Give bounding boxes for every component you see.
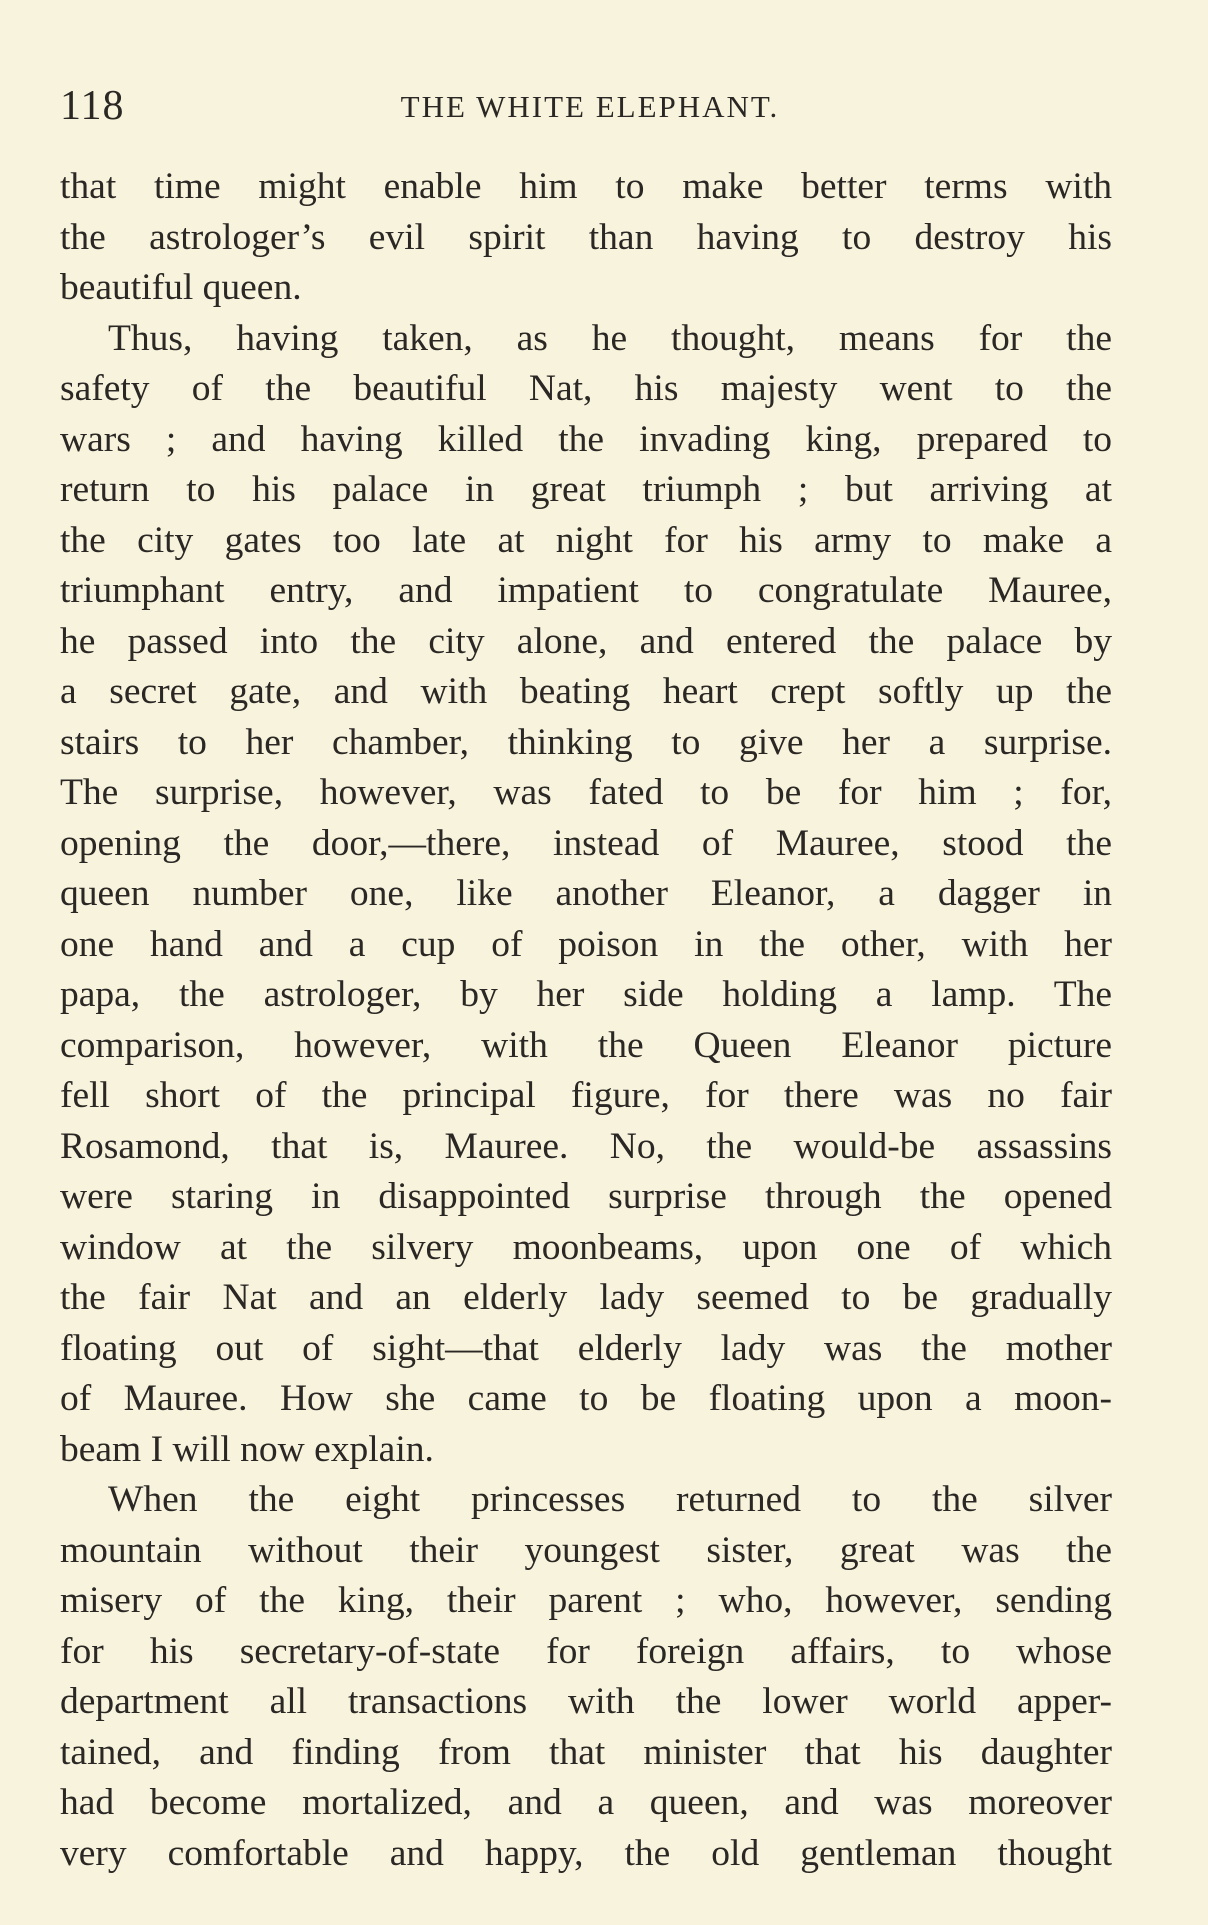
text-line: for his secretary-of-state for foreign affairs, to whose [60,1630,1112,1672]
text-line: that time might enable him to make better terms with [60,166,1112,207]
text-line: opening the door,—there, instead of Mauree, stood the [60,822,1112,864]
text-line: one hand and a cup of poison in the other, with her [60,923,1112,965]
text-line: the fair Nat and an elderly lady seemed to be gradually [60,1277,1112,1318]
text-line: the astrologer’s evil spirit than having to destroy his [60,216,1112,258]
text-line: misery of the king, their parent ; who, however, sending [60,1580,1112,1621]
text-line: Rosamond, that is, Mauree. No, the would-be assassins [60,1125,1112,1167]
page-number: 118 [60,83,125,129]
text-line: fell short of the principal figure, for there was no fair [60,1075,1112,1116]
text-line: safety of the beautiful Nat, his majesty went to the [60,368,1112,409]
text-line: stairs to her chamber, thinking to give her a surprise. [60,721,1112,763]
text-line: were staring in disappointed surprise through the opened [60,1176,1112,1217]
body-text [60,162,1112,1879]
text-line: of Mauree. How she came to be floating upon a moon- [60,1378,1112,1419]
text-line: he passed into the city alone, and entered the palace by [60,620,1112,662]
running-title: THE WHITE ELEPHANT. [400,89,780,124]
text-line: When the eight princesses returned to the silver [108,1479,1112,1520]
text-line: beam I will now explain. [60,1428,434,1470]
text-line: comparison, however, with the Queen Eleanor picture [60,1024,1112,1066]
text-line: Thus, having taken, as he thought, means for the [108,317,1112,359]
text-line: the city gates too late at night for his army to make a [60,519,1112,561]
text-line: mountain without their youngest sister, great was the [60,1529,1112,1571]
text-line: beautiful queen. [60,267,302,308]
text-line: return to his palace in great triumph ; but arriving at [60,469,1112,510]
text-line: triumphant entry, and impatient to congratulate Mauree, [60,570,1112,611]
text-line: very comfortable and happy, the old gentleman thought [60,1832,1112,1874]
text-line: papa, the astrologer, by her side holding a lamp. The [60,974,1112,1015]
text-line: floating out of sight—that elderly lady was the mother [60,1327,1112,1369]
text-line: wars ; and having killed the invading king, prepared to [60,418,1112,460]
text-line: window at the silvery moonbeams, upon one of which [60,1226,1112,1268]
page-header [60,78,1120,134]
text-line: had become mortalized, and a queen, and was moreover [60,1782,1112,1823]
text-line: department all transactions with the lower world apper- [60,1681,1112,1722]
text-line: tained, and finding from that minister that his daughter [60,1731,1112,1773]
text-line: a secret gate, and with beating heart crept softly up the [60,671,1112,712]
text-line: The surprise, however, was fated to be for him ; for, [60,772,1112,813]
text-line: queen number one, like another Eleanor, a dagger in [60,873,1112,914]
